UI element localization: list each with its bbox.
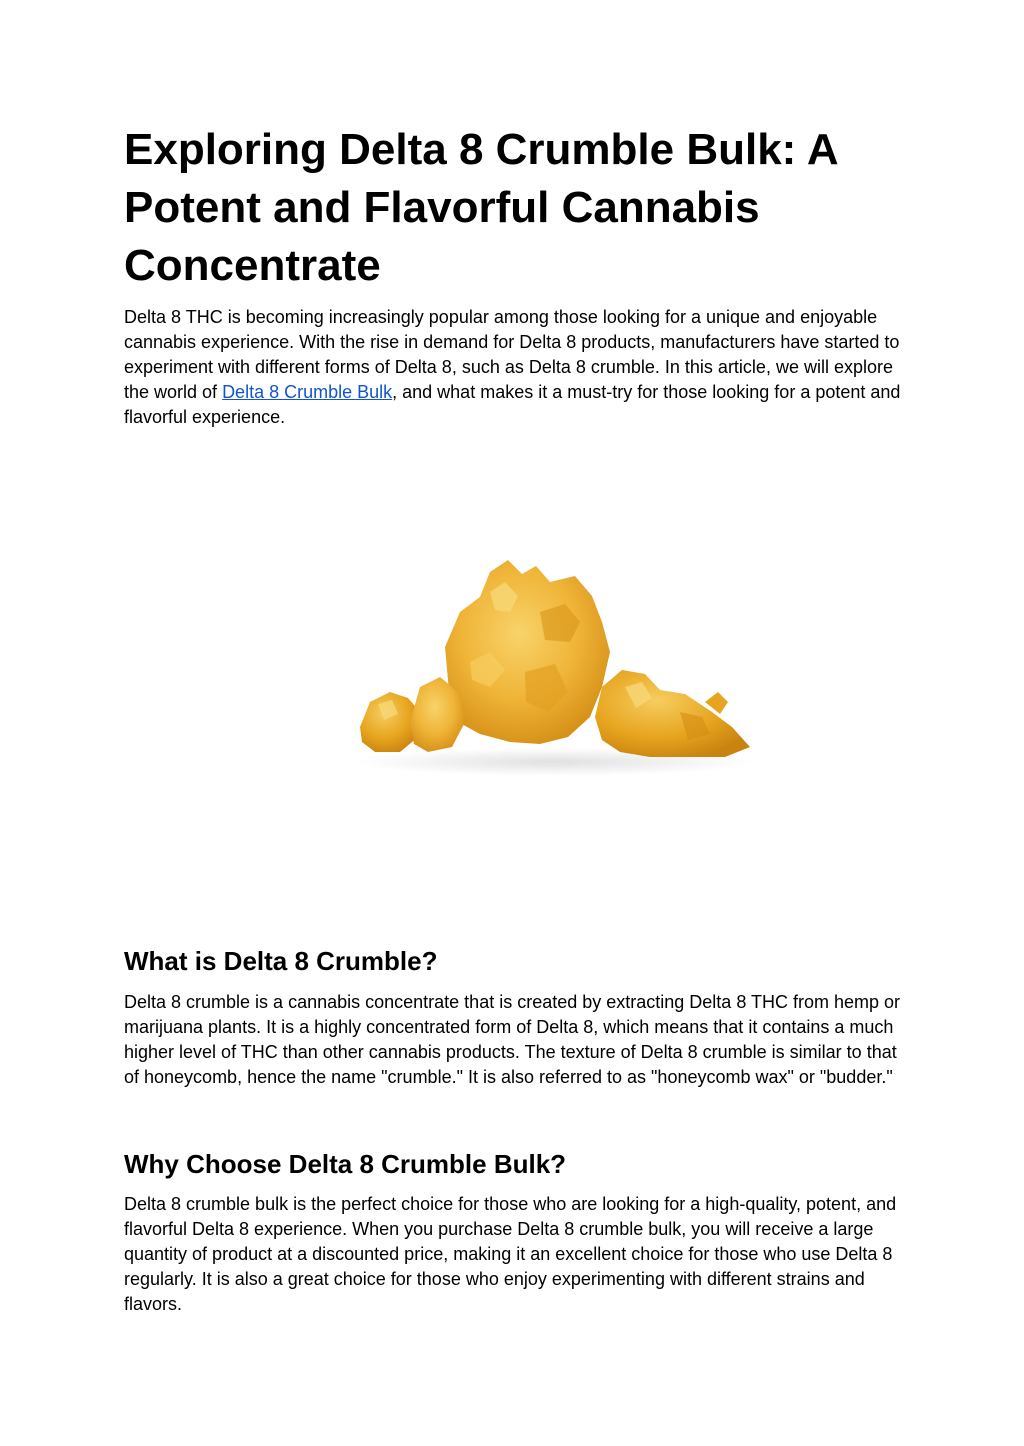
intro-paragraph	[124, 305, 904, 430]
section-heading-what-is: What is Delta 8 Crumble?	[124, 946, 438, 976]
intro-text-end: , and what makes it a must-try for those looking for a potent and flavorful experience.	[124, 382, 901, 427]
section-body-what-is: Delta 8 crumble is a cannabis concentrate that is created by extracting Delta 8 THC from hemp or marijuana plants. It is a highly concentrated form of Delta 8, which means that it contains a much higher level of THC than other cannabis products. The texture of Delta 8 crumble is similar to that of honeycomb, hence the name "crumble." It is also referred to as "honeycomb wax" or "budder."	[124, 992, 901, 1087]
crumble-concentrate-image	[340, 552, 770, 782]
intro-text-start: Delta 8 THC is becoming increasingly popular among those looking for a unique and enjoyable cannabis experience. With the rise in demand for Delta 8 products, manufacturers have started to experiment with different forms of Delta 8, such as Delta 8 crumble. In this article, we will explore the world of	[124, 307, 900, 402]
article-title: Exploring Delta 8 Crumble Bulk: A Potent and Flavorful Cannabis Concentrate	[124, 125, 838, 290]
section-body-why-choose: Delta 8 crumble bulk is the perfect choice for those who are looking for a high-quality, potent, and flavorful Delta 8 experience. When you purchase Delta 8 crumble bulk, you will receive a large quantity of product at a discounted price, making it an excellent choice for those who use Delta 8 regularly. It is also a great choice for those who enjoy experimenting with different strains and flavors.	[124, 1194, 897, 1314]
crumble-illustration	[340, 552, 770, 782]
section-heading-why-choose: Why Choose Delta 8 Crumble Bulk?	[124, 1149, 567, 1179]
delta-8-crumble-bulk-link[interactable]: Delta 8 Crumble Bulk	[222, 382, 393, 402]
